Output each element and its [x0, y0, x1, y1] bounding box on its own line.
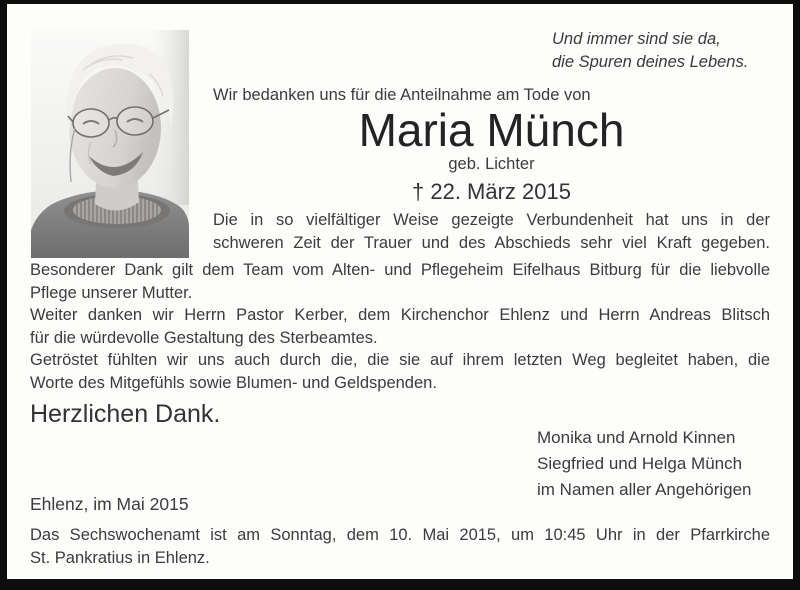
service-announcement [30, 524, 770, 570]
intro-line: Wir bedanken uns für die Anteilnahme am Tode von [213, 86, 591, 104]
closing-thanks: Herzlichen Dank. [30, 400, 221, 428]
mourners-list [537, 425, 752, 503]
text-line: Weiter danken wir Herrn Pastor Kerber, dem Kirchenchor Ehlenz und Herrn Andreas Blitsch [30, 306, 770, 324]
text-line: Besonderer Dank gilt dem Team vom Alten- und Pflegeheim Eifelhaus Bitburg für die liebvolle [30, 261, 770, 279]
text-line: Getröstet fühlten wir uns auch durch die, die sie auf ihrem letzten Weg begleitet haben, die [30, 351, 770, 369]
mourner-line: Siegfried und Helga Münch [537, 454, 743, 473]
text-line: schweren Zeit der Trauer und des Abschieds sehr viel Kraft gegeben. [213, 234, 770, 252]
mourner-line: Monika und Arnold Kinnen [537, 428, 736, 447]
death-date: † 22. März 2015 [412, 179, 571, 204]
quote-line: Und immer sind sie da, [552, 30, 721, 48]
text-line: St. Pankratius in Ehlenz. [30, 549, 210, 567]
condolence-paragraph [213, 209, 770, 255]
portrait-photo [31, 30, 189, 258]
portrait-photo-graphic [31, 30, 189, 258]
mourner-line: im Namen aller Angehörigen [537, 480, 752, 499]
text-line: Worte des Mitgefühls sowie Blumen- und Geldspenden. [30, 373, 437, 392]
obituary-card [7, 4, 793, 579]
deceased-name: Maria Münch [358, 104, 625, 156]
text-line: für die würdevolle Gestaltung des Sterbeamtes. [30, 328, 378, 347]
text-line: Die in so vielfältiger Weise gezeigte Verbundenheit hat uns in der [213, 211, 770, 229]
text-line: Das Sechswochenamt ist am Sonntag, dem 10. Mai 2015, um 10:45 Uhr in der Pfarrkirche [30, 526, 770, 544]
place-date: Ehlenz, im Mai 2015 [30, 494, 189, 514]
maiden-name: geb. Lichter [448, 155, 535, 173]
memorial-quote [552, 28, 748, 74]
text-line: Pflege unserer Mutter. [30, 283, 193, 302]
acknowledgement-paragraphs [30, 259, 770, 394]
quote-line: die Spuren deines Lebens. [552, 53, 749, 71]
